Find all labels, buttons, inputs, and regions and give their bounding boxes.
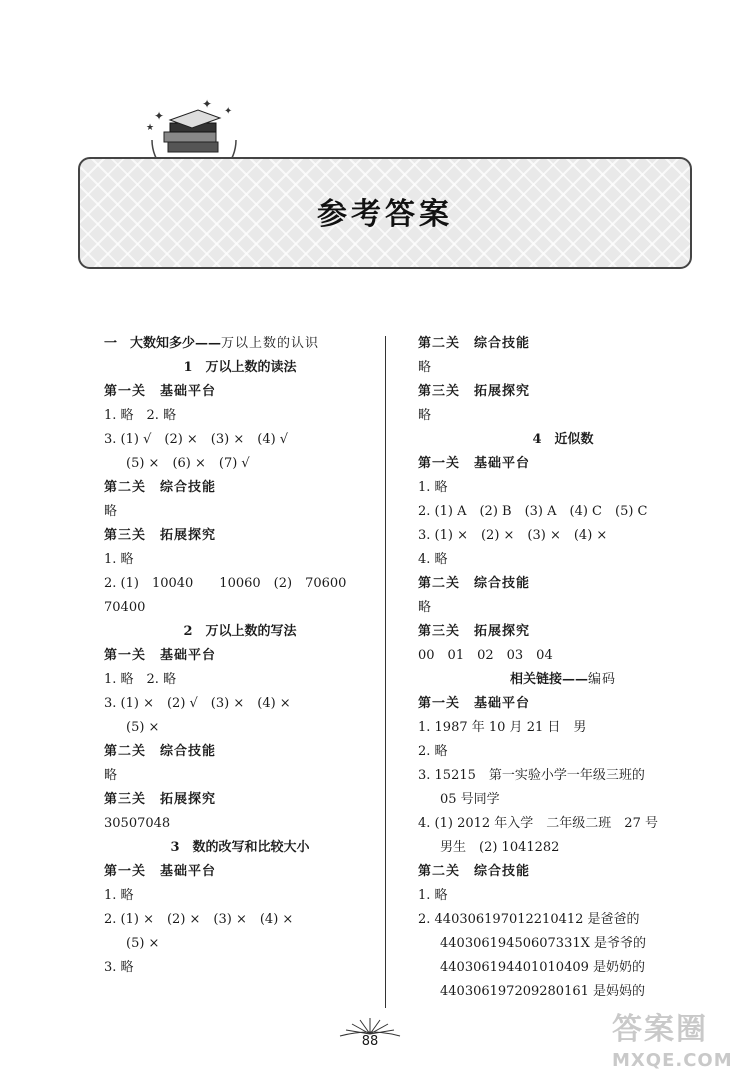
answer-line: 1. 1987 年 10 月 21 日 男 [418,720,587,735]
level-name: 拓展探究 [160,528,217,543]
level-name: 基础平台 [160,648,217,663]
level-number: 第二关 [104,744,147,759]
answer-line: 440306197209280161 是妈妈的 [440,984,646,999]
answer-line: 1. 略 [104,552,134,567]
level-name: 综合技能 [474,336,531,351]
right-column [418,332,708,1004]
answer-line: 1. 略 2. 略 [104,672,177,687]
level-heading [418,572,708,596]
svg-text:✦: ✦ [202,97,213,111]
level-number: 第三关 [104,528,147,543]
chapter-heading [104,332,376,356]
chapter-title: 相关链接—— [509,672,588,687]
column-divider [385,336,386,1008]
page-title: 参考答案 [317,197,453,232]
level-heading [418,332,708,356]
watermark [612,1004,742,1080]
level-heading [418,620,708,644]
answer-line: (5) × [126,936,160,951]
level-heading [104,740,376,764]
level-name: 基础平台 [474,456,531,471]
level-number: 第一关 [104,384,147,399]
level-number: 第二关 [104,480,147,495]
answer-line: 3. 略 [104,960,134,975]
level-number: 第一关 [104,648,147,663]
level-heading [418,452,708,476]
section-heading: 2 万以上数的写法 [183,624,297,639]
level-name: 基础平台 [474,696,531,711]
level-heading [104,860,376,884]
answer-line: 3. (1) × (2) √ (3) × (4) × [104,696,291,711]
answer-line: 1. 略 [418,888,448,903]
chapter-title: 一 大数知多少—— [104,336,222,351]
level-heading [104,476,376,500]
level-name: 综合技能 [474,864,531,879]
answer-line: 2. (1) 10040 10060 (2) 70600 [104,576,347,591]
level-number: 第二关 [418,336,461,351]
answer-line: 70400 [104,600,146,615]
level-heading [104,644,376,668]
answer-line: 44030619450607331X 是爷爷的 [440,936,646,951]
answer-line: 00 01 02 03 04 [418,648,553,663]
level-heading [418,860,708,884]
answer-line: 1. 略 [418,480,448,495]
level-number: 第二关 [418,864,461,879]
level-name: 拓展探究 [160,792,217,807]
level-name: 综合技能 [160,480,217,495]
answer-line: 4. (1) 2012 年入学 二年级二班 27 号 [418,816,658,831]
title-banner [78,157,692,269]
answer-line: 4. 略 [418,552,448,567]
answer-line: 男生 (2) 1041282 [440,840,560,855]
svg-text:✦: ✦ [224,106,233,117]
answer-line: 1. 略 2. 略 [104,408,177,423]
level-heading [104,524,376,548]
chapter-subtitle: 万以上数的认识 [221,336,320,351]
section-heading: 3 数的改写和比较大小 [170,840,310,855]
answer-line: 440306194401010409 是奶奶的 [440,960,646,975]
answer-line: 3. 15215 第一实验小学一年级三班的 [418,768,645,783]
level-heading [104,380,376,404]
answer-line: (5) × [126,720,160,735]
section-heading: 4 近似数 [532,432,594,447]
level-number: 第一关 [418,456,461,471]
chapter-subtitle: 编码 [588,672,617,687]
level-name: 综合技能 [160,744,217,759]
answer-line: 3. (1) × (2) × (3) × (4) × [418,528,608,543]
level-heading [418,380,708,404]
watermark-url: MXQE.COM [612,1050,733,1071]
answer-line: 2. 略 [418,744,448,759]
page-number: 88 [361,1034,379,1049]
answer-line: 略 [418,600,432,615]
answer-line: 略 [104,504,118,519]
answer-line: 2. (1) A (2) B (3) A (4) C (5) C [418,504,648,519]
page-footer [330,1014,410,1054]
level-number: 第三关 [418,624,461,639]
level-heading [418,692,708,716]
answer-line: 略 [418,360,432,375]
left-column [104,332,376,980]
level-name: 基础平台 [160,864,217,879]
chapter-heading [418,668,708,692]
level-name: 拓展探究 [474,384,531,399]
answer-line: (5) × (6) × (7) √ [126,456,250,471]
section-heading: 1 万以上数的读法 [183,360,297,375]
answer-line: 略 [418,408,432,423]
level-number: 第三关 [104,792,147,807]
level-name: 基础平台 [160,384,217,399]
answer-line: 30507048 [104,816,171,831]
svg-text:★: ★ [146,123,155,133]
svg-text:✦: ✦ [154,109,165,123]
level-heading [104,788,376,812]
answer-line: 1. 略 [104,888,134,903]
answer-line: 3. (1) √ (2) × (3) × (4) √ [104,432,289,447]
level-name: 拓展探究 [474,624,531,639]
answer-line: 略 [104,768,118,783]
level-number: 第三关 [418,384,461,399]
watermark-logo-text: 答案圈 [612,1012,708,1047]
answer-line: 05 号同学 [440,792,500,807]
answer-line: 2. (1) × (2) × (3) × (4) × [104,912,294,927]
level-number: 第一关 [418,696,461,711]
answer-line: 2. 440306197012210412 是爸爸的 [418,912,640,927]
level-number: 第二关 [418,576,461,591]
level-number: 第一关 [104,864,147,879]
level-name: 综合技能 [474,576,531,591]
